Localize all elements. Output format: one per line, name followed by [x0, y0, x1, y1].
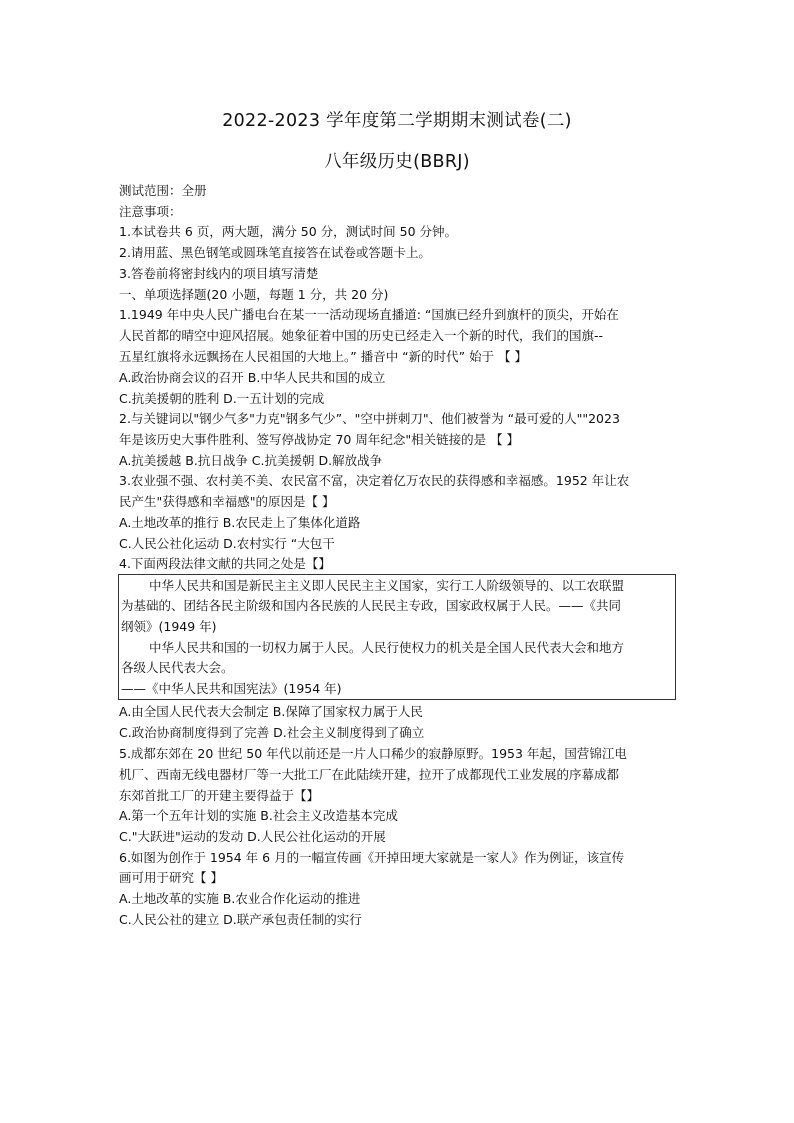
- q5-stem-line3: 东郊首批工厂的开建主要得益于【】: [119, 788, 320, 803]
- q6-stem-line2: 画可用于研究【 】: [119, 870, 223, 885]
- q1-stem-line3: 五星红旗将永远飘扬在人民祖国的大地上。” 播音中 “新的时代” 始于 【 】: [119, 349, 528, 364]
- q3-stem-line1: 3.农业强不强、农村美不美、农民富不富，决定着亿万农民的获得感和幸福感。1952 年让农: [119, 473, 630, 488]
- q1-stem-line2: 人民首都的晴空中迎风招展。她象征着中国的历史已经走入一个新的时代，我们的国旗--: [119, 328, 604, 343]
- section-heading: 一、单项选择题(20 小题，每题 1 分，共 20 分): [119, 287, 389, 302]
- note-3: 3.答卷前将密封线内的项目填写清楚: [119, 266, 319, 281]
- source1-line3: 纲领》(1949 年): [121, 619, 217, 634]
- source2-line3: ——《中华人民共和国宪法》(1954 年): [121, 681, 342, 696]
- q3-options-ab: A.土地改革的推行 B.农民走上了集体化道路: [119, 515, 361, 530]
- source2-line2: 各级人民代表大会。: [121, 660, 234, 675]
- q6-options-ab: A.土地改革的实施 B.农业合作化运动的推进: [119, 891, 361, 906]
- test-scope: 测试范围：全册: [119, 183, 207, 198]
- q1-options-cd: C.抗美援朝的胜利 D.一五计划的完成: [119, 391, 325, 406]
- q2-stem-line1: 2.与关键词以"钢少气多"力克"钢多气少”、"空中拼刺刀"、他们被誉为 “最可爱的人""2023: [119, 411, 620, 426]
- source1-line1: 中华人民共和国是新民主主义即人民民主主义国家，实行工人阶级领导的、以工农联盟: [149, 578, 625, 593]
- q6-stem-line1: 6.如图为创作于 1954 年 6 月的一幅宣传画《开掉田埂大家就是一家人》作为例证，该宣传: [119, 850, 625, 865]
- q4-options-ab: A.由全国人民代表大会制定 B.保障了国家权力属于人民: [119, 704, 423, 719]
- q4-stem: 4.下面两段法律文献的共同之处是【】: [119, 556, 331, 571]
- exam-subtitle: 八年级历史(BBRJ): [324, 152, 470, 172]
- q5-options-cd: C."大跃进"运动的发动 D.人民公社化运动的开展: [119, 829, 386, 844]
- q6-options-cd: C.人民公社的建立 D.联产承包责任制的实行: [119, 912, 362, 927]
- q1-options-ab: A.政治协商会议的召开 B.中华人民共和国的成立: [119, 370, 386, 385]
- notes-title: 注意事项：: [119, 204, 182, 219]
- q3-options-cd: C.人民公社化运动 D.农村实行 “大包干: [119, 536, 335, 551]
- q2-options: A.抗美援越 B.抗日战争 C.抗美援朝 D.解放战争: [119, 453, 383, 468]
- q4-options-cd: C.政治协商制度得到了完善 D.社会主义制度得到了确立: [119, 725, 425, 740]
- q5-stem-line2: 机厂、西南无线电器材厂等一大批工厂在此陆续开建，拉开了成都现代工业发展的序幕成都: [119, 767, 620, 782]
- q3-stem-line2: 民产生"获得感和幸福感"的原因是【 】: [119, 494, 335, 509]
- exam-title: 2022-2023 学年度第二学期期末测试卷(二): [222, 111, 572, 131]
- source1-line2: 为基础的、团结各民主阶级和国内各民族的人民民主专政，国家政权属于人民。——《共同: [121, 598, 622, 613]
- q2-stem-line2: 年是该历史大事件胜利、签写停战协定 70 周年纪念"相关链接的是 【 】: [119, 432, 520, 447]
- source2-line1: 中华人民共和国的一切权力属于人民。人民行使权力的机关是全国人民代表大会和地方: [149, 640, 625, 655]
- q5-stem-line1: 5.成都东郊在 20 世纪 50 年代以前还是一片人口稀少的寂静原野。1953 年起，国营锦江电: [119, 746, 627, 761]
- q5-options-ab: A.第一个五年计划的实施 B.社会主义改造基本完成: [119, 808, 398, 823]
- note-2: 2.请用蓝、黑色钢笔或圆珠笔直接答在试卷或答题卡上。: [119, 245, 431, 260]
- q4-source-box: [118, 574, 676, 700]
- q1-stem-line1: 1.1949 年中央人民广播电台在某一一活动现场直播道: “国旗已经升到旗杆的顶尖，开始在: [119, 307, 619, 322]
- note-1: 1.本试卷共 6 页，两大题，满分 50 分，测试时间 50 分钟。: [119, 224, 458, 239]
